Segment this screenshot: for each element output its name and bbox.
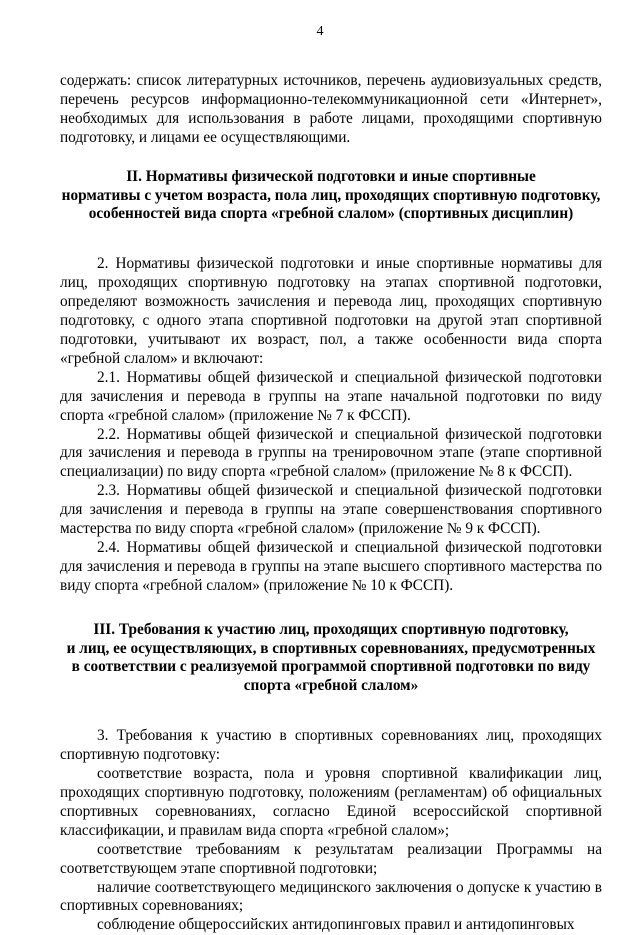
- requirement-item: соответствие требованиям к результатам реализации Программы на соответствующем этапе спортивной подготовки;: [60, 840, 602, 877]
- section-3-heading-line: в соответствии с реализуемой программой спортивной подготовки по виду: [71, 658, 591, 676]
- section-2-heading-line: II. Нормативы физической подготовки и иные спортивные: [126, 167, 536, 185]
- paragraph-2-2: 2.2. Нормативы общей физической и специальной физической подготовки для зачисления и перевода в группы на тренировочном этапе (этапе спортивной специализации) по виду спорта «гребной слалом» (приложение № 8 к ФССП).: [60, 425, 602, 481]
- paragraph-2-1: 2.1. Нормативы общей физической и специальной физической подготовки для зачисления и перевода в группы на этапе начальной подготовки по виду спорта «гребной слалом» (приложение № 7 к ФССП).: [60, 368, 602, 424]
- paragraph-3: 3. Требования к участию в спортивных соревнованиях лиц, проходящих спортивную подготовку:: [60, 727, 602, 764]
- section-2-heading-line: нормативы с учетом возраста, пола лиц, проходящих спортивную подготовку,: [61, 186, 601, 204]
- paragraph-2-3: 2.3. Нормативы общей физической и специальной физической подготовки для зачисления и перевода в группы на этапе совершенствования спортивного мастерства по виду спорта «гребной слалом» (приложение № 9 к ФССП).: [60, 482, 602, 538]
- paragraph-2-4: 2.4. Нормативы общей физической и специальной физической подготовки для зачисления и перевода в группы на этапе высшего спортивного мастерства по виду спорта «гребной слалом» (приложение № 10 к ФССП).: [60, 538, 602, 594]
- document-body: [60, 72, 602, 935]
- section-3-heading-line: III. Требования к участию лиц, проходящих спортивную подготовку,: [93, 620, 569, 638]
- paragraph-2: 2. Нормативы физической подготовки и иные спортивные нормативы для лиц, проходящих спортивную подготовку на этапах спортивной подготовки, определяют возможность зачисления и перевода лиц, проходящих спортивную подготовку, с одного этапа спортивной подготовки на другой этап спортивной подготовки, учитывают их возраст, пол, а также особенности вида спорта «гребной слалом» и включают:: [60, 255, 602, 367]
- requirement-item: соблюдение общероссийских антидопинговых правил и антидопинговых: [97, 916, 575, 934]
- section-2-heading: [60, 168, 602, 225]
- page-number: 4: [316, 24, 324, 39]
- section-3-heading: [60, 621, 602, 697]
- requirement-item: наличие соответствующего медицинского заключения о допуске к участию в спортивных соревнованиях;: [60, 878, 602, 915]
- section-3-heading-line: и лиц, ее осуществляющих, в спортивных соревнованиях, предусмотренных: [66, 639, 596, 657]
- section-2-heading-line: особенностей вида спорта «гребной слалом» (спортивных дисциплин): [88, 205, 574, 223]
- intro-paragraph: содержать: список литературных источников, перечень аудиовизуальных средств, перечень ресурсов информационно-телекоммуникационной сети «Интернет», необходимых для использования в работе лицами, проходящими спортивную подготовку, и лицами ее осуществляющими.: [60, 72, 602, 146]
- requirement-item: соответствие возраста, пола и уровня спортивной квалификации лиц, проходящих спортивную подготовку, положениям (регламентам) об официальных спортивных соревнованиях, согласно Единой всероссийской спортивной классификации, и правилам вида спорта «гребной слалом»;: [60, 765, 602, 839]
- section-3-heading-line: спорта «гребной слалом»: [243, 677, 419, 695]
